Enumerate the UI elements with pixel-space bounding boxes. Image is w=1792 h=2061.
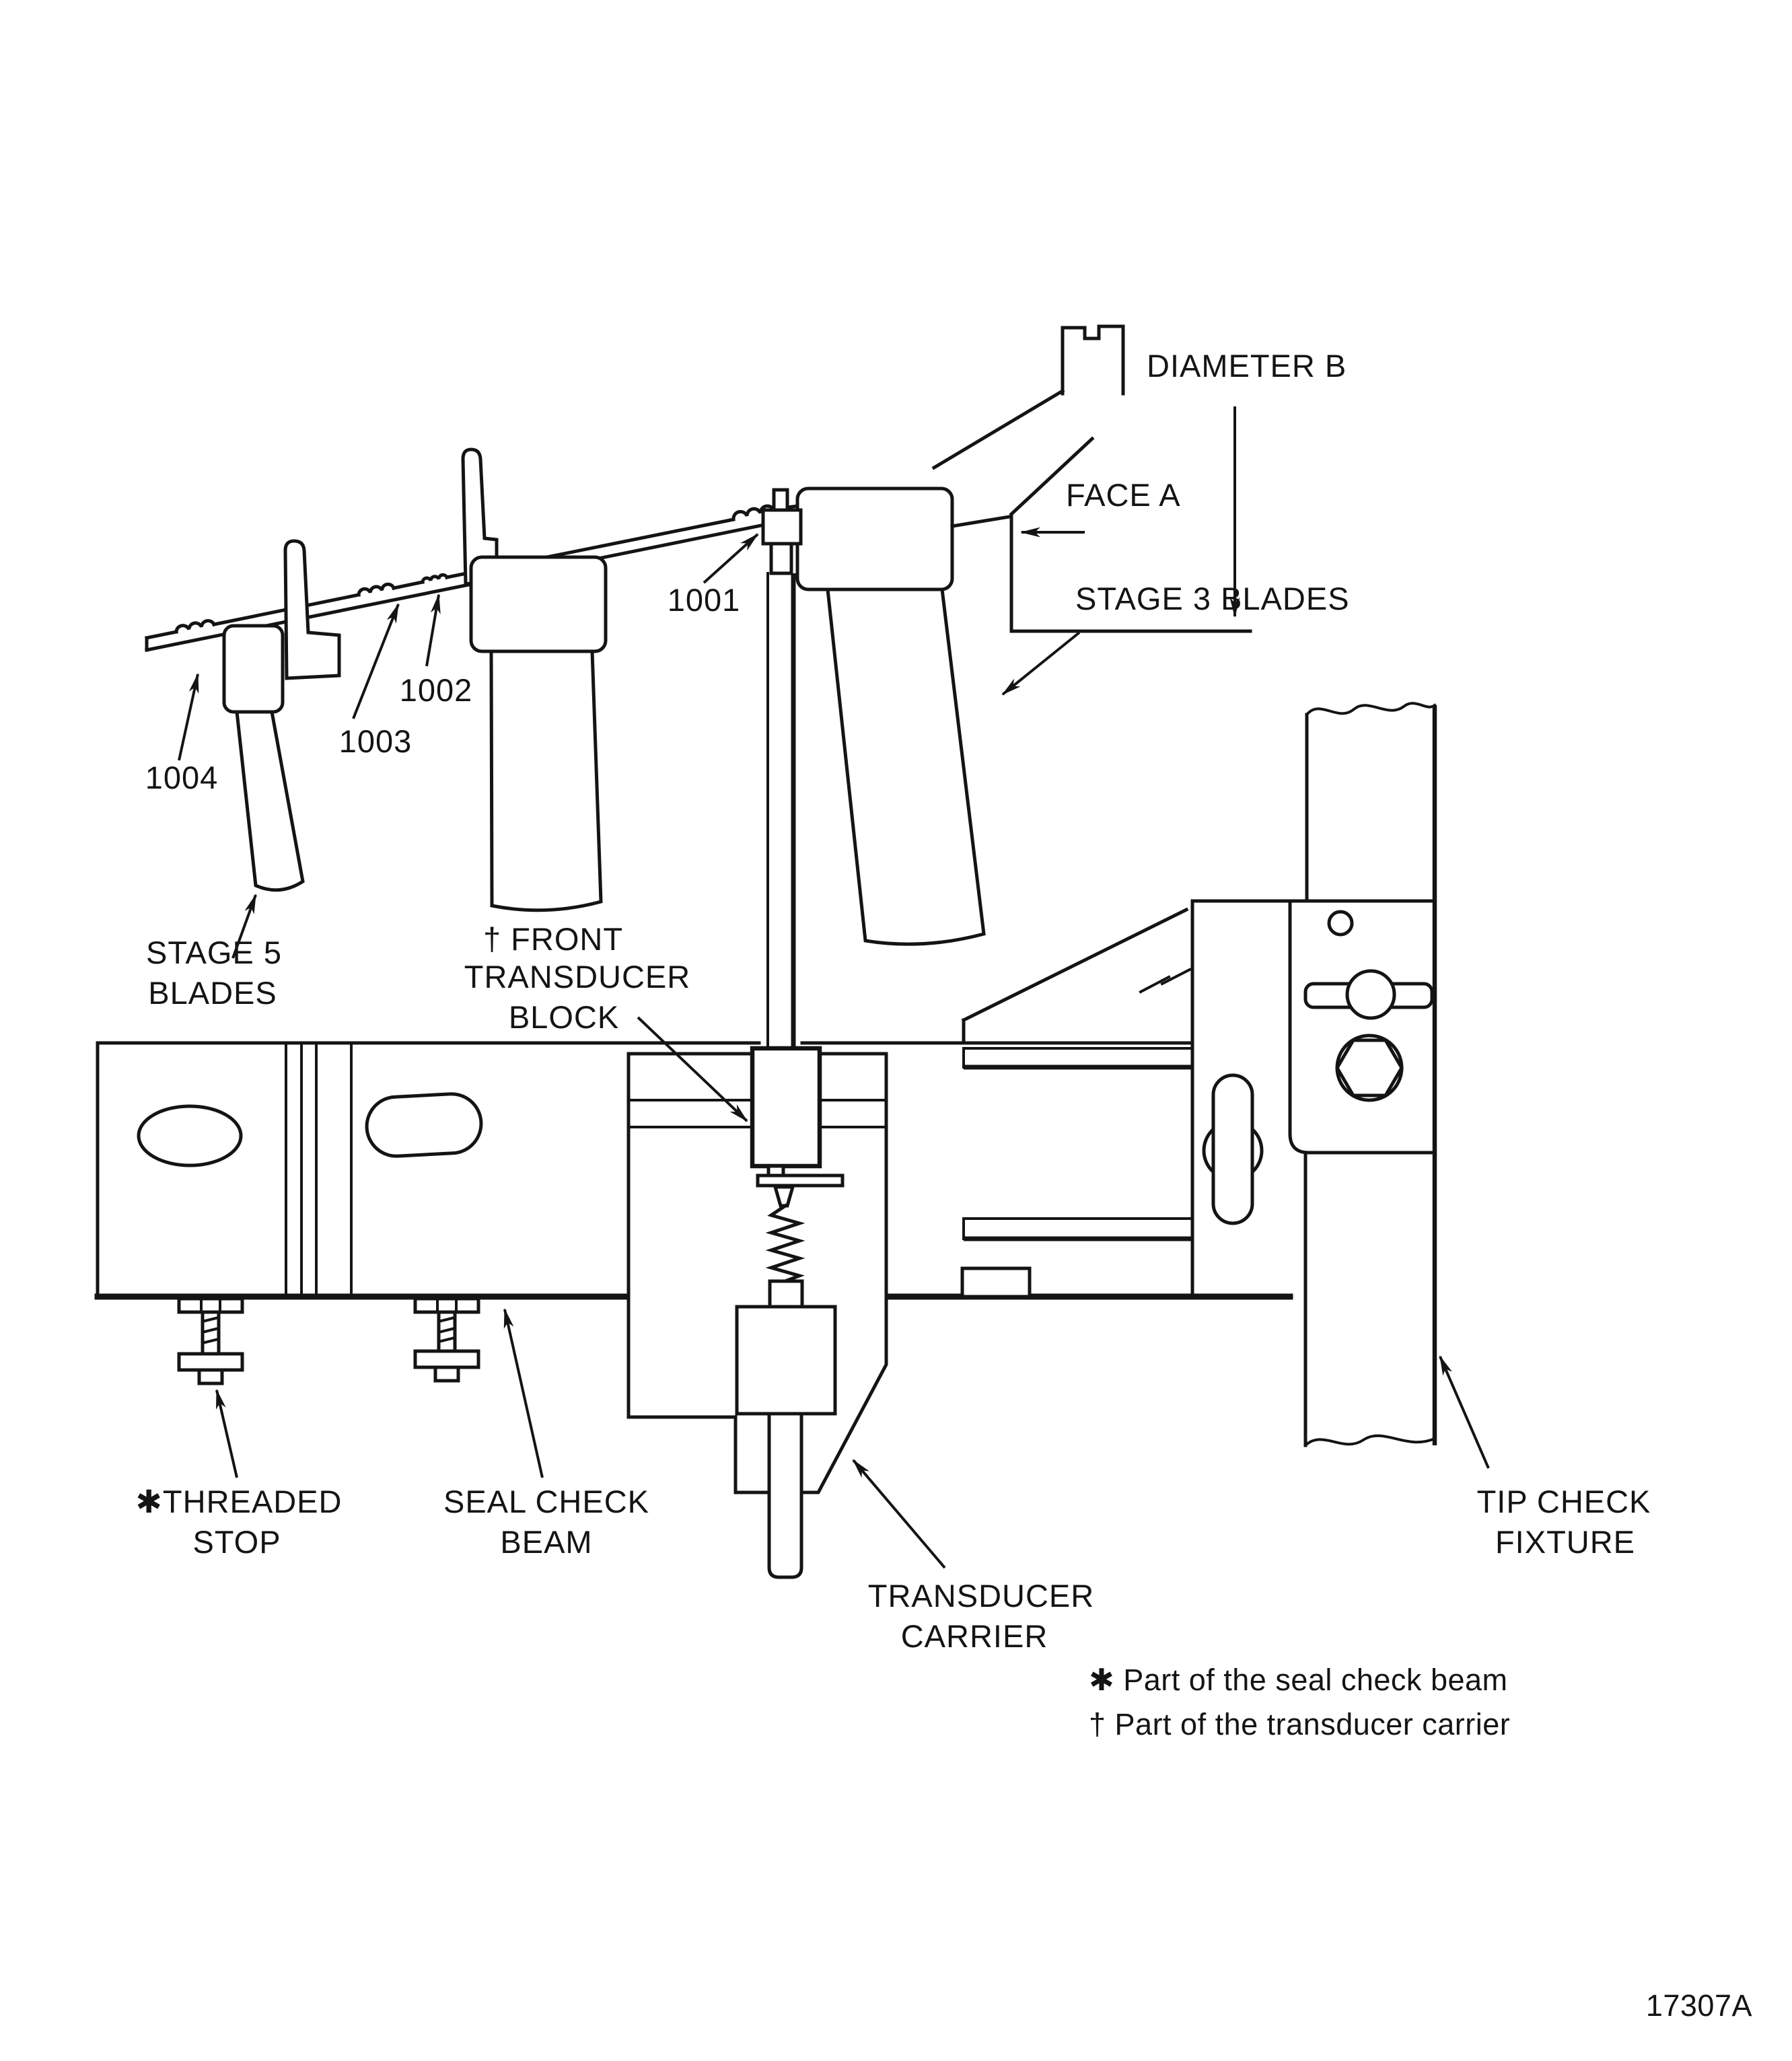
threaded-stop-bolt-left (179, 1299, 242, 1383)
label-diameter-b: DIAMETER B (1147, 348, 1347, 384)
seal-teeth-1002 (423, 575, 447, 582)
threaded-stop-bolt-right (415, 1299, 478, 1381)
hex-bolt-head (1337, 1040, 1402, 1095)
fixture-section (98, 703, 1435, 1577)
label-tip-fixture-line2: FIXTURE (1495, 1524, 1636, 1560)
label-tip-fixture-line1: TIP CHECK (1476, 1484, 1651, 1519)
keyhole-slot (1213, 1075, 1252, 1223)
leader-1004 (179, 674, 198, 760)
label-seal-beam-line2: BEAM (500, 1524, 593, 1560)
beam-right-arm (962, 910, 1192, 1297)
rim-diagonal-upper (934, 391, 1063, 468)
stage3-blade-shank (828, 589, 984, 944)
leader-seal-beam (505, 1309, 542, 1478)
seal-teeth-1003 (359, 584, 394, 595)
probe-neck (771, 544, 791, 573)
middle-blade-platform (471, 557, 606, 651)
label-threaded-stop-line2: STOP (192, 1524, 281, 1560)
lower-transducer-block (737, 1307, 835, 1414)
middle-blade (471, 557, 606, 910)
castellated-land (1063, 326, 1123, 394)
plate-fillet-edge (1290, 901, 1433, 1153)
leader-1003 (353, 604, 398, 719)
beam-kidney-cutout (365, 1093, 482, 1158)
label-face-a: FACE A (1066, 477, 1181, 513)
leader-carrier (853, 1460, 945, 1568)
leader-tip-fixture (1440, 1357, 1489, 1468)
spring-coupler (770, 1281, 802, 1307)
shroud-lip-line (952, 517, 1009, 526)
beam-oval-cutout (139, 1106, 241, 1165)
front-transducer-block (752, 1048, 820, 1166)
support-pad (962, 1268, 1030, 1297)
label-front-block-line3: BLOCK (508, 999, 620, 1035)
stage3-blade (797, 489, 984, 944)
label-1004: 1004 (145, 760, 219, 795)
stator-segment-left (285, 541, 339, 678)
transducer-carrier (629, 1048, 886, 1577)
fixture-break-top (1307, 703, 1435, 715)
label-threaded-stop-line1: ✱THREADED (135, 1484, 343, 1519)
fixture-break-bottom (1305, 1436, 1435, 1445)
rotor-and-blades-section (147, 326, 1250, 1048)
slotted-plate (1192, 901, 1433, 1294)
label-stage3-blades: STAGE 3 BLADES (1075, 581, 1350, 616)
leader-stage3 (1003, 632, 1079, 694)
label-stage5-line1: STAGE 5 (145, 935, 283, 970)
label-carrier-line1: TRANSDUCER (867, 1578, 1095, 1614)
label-1002: 1002 (399, 672, 473, 708)
probe-1001-assembly (763, 490, 801, 1048)
leader-1001 (704, 534, 758, 583)
hex-bolt-boss (1337, 1036, 1402, 1100)
label-front-block-line1: † FRONT (482, 921, 624, 957)
label-1001: 1001 (667, 582, 741, 618)
stage5-blade-shank (237, 712, 303, 890)
cross-pin-head (1347, 971, 1394, 1018)
beam-joint-lines (286, 1043, 351, 1297)
fixture-small-hole (1329, 912, 1352, 935)
probe-housing (763, 510, 801, 544)
arm-hatch-ticks (1141, 970, 1190, 992)
stage3-blade-platform (797, 489, 952, 589)
label-carrier-line2: CARRIER (900, 1618, 1048, 1654)
washer-bar (758, 1176, 843, 1186)
leader-threaded-stop (217, 1390, 237, 1478)
stage5-blade-platform (224, 626, 283, 712)
tip-check-fixture (1291, 703, 1435, 1445)
arm-diagonal (964, 910, 1186, 1043)
footnote-asterisk: ✱ Part of the seal check beam (1089, 1663, 1508, 1697)
middle-blade-shank (491, 651, 601, 910)
label-1003: 1003 (338, 723, 413, 759)
footnote-dagger: † Part of the transducer carrier (1089, 1707, 1511, 1741)
leader-1002 (427, 595, 439, 666)
label-stage5-line2: BLADES (148, 975, 277, 1011)
label-seal-beam-line1: SEAL CHECK (443, 1484, 650, 1519)
drawing-number: 17307A (1645, 1988, 1752, 2023)
seal-teeth-1004 (176, 620, 214, 632)
label-front-block-line2: TRANSDUCER (464, 959, 691, 995)
lower-probe-rod (769, 1414, 801, 1577)
